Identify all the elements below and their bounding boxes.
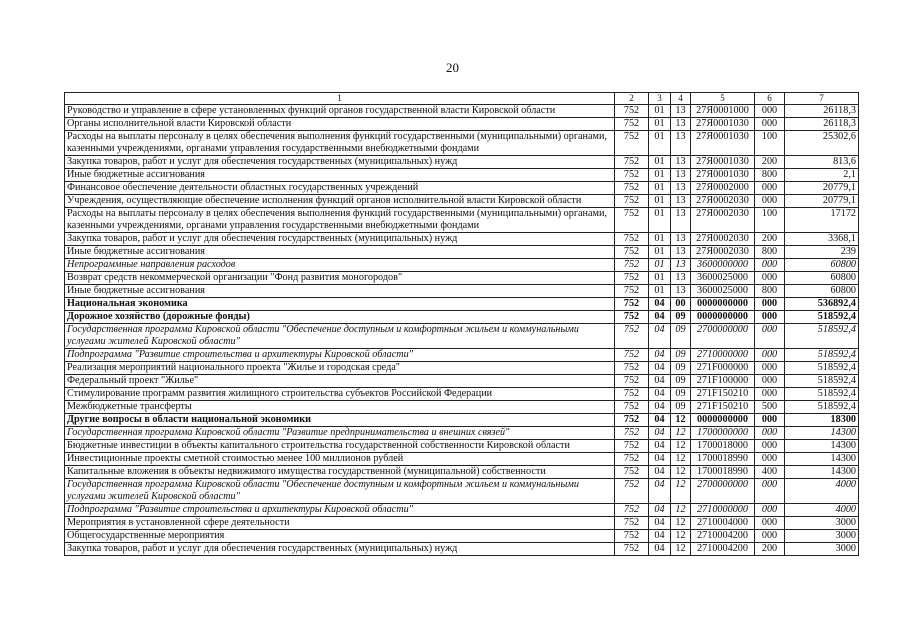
row-subsection-cell: 12 xyxy=(671,543,691,556)
row-section-cell: 01 xyxy=(649,233,671,246)
row-expense-type-cell: 000 xyxy=(755,195,785,208)
row-amount-cell: 518592,4 xyxy=(785,311,859,324)
row-expense-type-cell: 000 xyxy=(755,118,785,131)
row-ministry-code-cell: 752 xyxy=(615,401,649,414)
row-section-cell: 04 xyxy=(649,401,671,414)
row-subsection-cell: 09 xyxy=(671,375,691,388)
column-header: 4 xyxy=(671,93,691,105)
row-amount-cell: 60800 xyxy=(785,285,859,298)
row-target-article-cell: 27Я0002030 xyxy=(691,208,755,233)
table-row xyxy=(65,440,859,453)
row-target-article-cell: 2710004000 xyxy=(691,517,755,530)
row-section-cell: 04 xyxy=(649,414,671,427)
row-ministry-code-cell: 752 xyxy=(615,272,649,285)
row-name-cell: Общегосударственные мероприятия xyxy=(65,530,615,543)
row-expense-type-cell: 000 xyxy=(755,414,785,427)
row-target-article-cell: 0000000000 xyxy=(691,311,755,324)
row-section-cell: 01 xyxy=(649,259,671,272)
row-target-article-cell: 1700018000 xyxy=(691,440,755,453)
row-subsection-cell: 13 xyxy=(671,259,691,272)
row-target-article-cell: 27Я0001030 xyxy=(691,156,755,169)
row-ministry-code-cell: 752 xyxy=(615,233,649,246)
row-ministry-code-cell: 752 xyxy=(615,259,649,272)
row-expense-type-cell: 000 xyxy=(755,440,785,453)
row-subsection-cell: 13 xyxy=(671,118,691,131)
row-section-cell: 04 xyxy=(649,440,671,453)
row-name-cell: Органы исполнительной власти Кировской области xyxy=(65,118,615,131)
row-expense-type-cell: 000 xyxy=(755,311,785,324)
row-name-cell: Подпрограмма "Развитие строительства и архитектуры Кировской области" xyxy=(65,349,615,362)
row-ministry-code-cell: 752 xyxy=(615,543,649,556)
row-target-article-cell: 2710000000 xyxy=(691,349,755,362)
row-section-cell: 04 xyxy=(649,427,671,440)
row-subsection-cell: 09 xyxy=(671,388,691,401)
row-name-cell: Иные бюджетные ассигнования xyxy=(65,285,615,298)
row-name-cell: Закупка товаров, работ и услуг для обеспечения государственных (муниципальных) нужд xyxy=(65,233,615,246)
page-number: 20 xyxy=(446,60,459,75)
row-target-article-cell: 27Я0001000 xyxy=(691,105,755,118)
table-row xyxy=(65,504,859,517)
row-subsection-cell: 13 xyxy=(671,285,691,298)
row-subsection-cell: 09 xyxy=(671,349,691,362)
table-row xyxy=(65,479,859,504)
row-ministry-code-cell: 752 xyxy=(615,362,649,375)
row-ministry-code-cell: 752 xyxy=(615,195,649,208)
table-body xyxy=(65,105,859,556)
row-amount-cell: 60800 xyxy=(785,259,859,272)
row-ministry-code-cell: 752 xyxy=(615,105,649,118)
row-target-article-cell: 2710000000 xyxy=(691,504,755,517)
row-name-cell: Дорожное хозяйство (дорожные фонды) xyxy=(65,311,615,324)
row-expense-type-cell: 400 xyxy=(755,466,785,479)
row-section-cell: 04 xyxy=(649,530,671,543)
row-subsection-cell: 13 xyxy=(671,131,691,156)
row-expense-type-cell: 000 xyxy=(755,272,785,285)
table-row xyxy=(65,466,859,479)
row-expense-type-cell: 000 xyxy=(755,375,785,388)
row-ministry-code-cell: 752 xyxy=(615,156,649,169)
row-target-article-cell: 27Я0001030 xyxy=(691,131,755,156)
row-ministry-code-cell: 752 xyxy=(615,311,649,324)
row-ministry-code-cell: 752 xyxy=(615,440,649,453)
row-section-cell: 01 xyxy=(649,195,671,208)
row-amount-cell: 60800 xyxy=(785,272,859,285)
row-expense-type-cell: 800 xyxy=(755,285,785,298)
row-ministry-code-cell: 752 xyxy=(615,246,649,259)
column-number-row xyxy=(65,93,859,105)
row-target-article-cell: 3600025000 xyxy=(691,285,755,298)
row-amount-cell: 4000 xyxy=(785,504,859,517)
row-section-cell: 04 xyxy=(649,517,671,530)
row-section-cell: 04 xyxy=(649,504,671,517)
row-expense-type-cell: 000 xyxy=(755,349,785,362)
row-amount-cell: 518592,4 xyxy=(785,375,859,388)
row-section-cell: 01 xyxy=(649,156,671,169)
row-name-cell: Межбюджетные трансферты xyxy=(65,401,615,414)
row-expense-type-cell: 000 xyxy=(755,427,785,440)
table-row xyxy=(65,414,859,427)
table-row xyxy=(65,349,859,362)
row-name-cell: Учреждения, осуществляющие обеспечение исполнения функций органов исполнительной власти Кировской области xyxy=(65,195,615,208)
row-target-article-cell: 3600025000 xyxy=(691,272,755,285)
row-ministry-code-cell: 752 xyxy=(615,530,649,543)
row-expense-type-cell: 800 xyxy=(755,246,785,259)
row-name-cell: Возврат средств некоммерческой организации "Фонд развития моногородов" xyxy=(65,272,615,285)
row-subsection-cell: 13 xyxy=(671,105,691,118)
table-row xyxy=(65,427,859,440)
row-subsection-cell: 12 xyxy=(671,414,691,427)
row-amount-cell: 25302,6 xyxy=(785,131,859,156)
row-expense-type-cell: 000 xyxy=(755,182,785,195)
row-expense-type-cell: 000 xyxy=(755,388,785,401)
row-expense-type-cell: 000 xyxy=(755,259,785,272)
table-row xyxy=(65,233,859,246)
row-subsection-cell: 12 xyxy=(671,517,691,530)
row-subsection-cell: 12 xyxy=(671,479,691,504)
row-subsection-cell: 09 xyxy=(671,311,691,324)
row-subsection-cell: 00 xyxy=(671,298,691,311)
column-header: 7 xyxy=(785,93,859,105)
column-header: 5 xyxy=(691,93,755,105)
row-ministry-code-cell: 752 xyxy=(615,427,649,440)
table-row xyxy=(65,311,859,324)
row-expense-type-cell: 200 xyxy=(755,156,785,169)
row-expense-type-cell: 000 xyxy=(755,504,785,517)
row-subsection-cell: 13 xyxy=(671,182,691,195)
row-expense-type-cell: 100 xyxy=(755,208,785,233)
table-row xyxy=(65,169,859,182)
row-expense-type-cell: 000 xyxy=(755,298,785,311)
row-name-cell: Стимулирование программ развития жилищного строительства субъектов Российской Федерации xyxy=(65,388,615,401)
column-header: 2 xyxy=(615,93,649,105)
row-amount-cell: 813,6 xyxy=(785,156,859,169)
row-target-article-cell: 2710004200 xyxy=(691,543,755,556)
column-header: 6 xyxy=(755,93,785,105)
row-subsection-cell: 13 xyxy=(671,208,691,233)
table-row xyxy=(65,362,859,375)
table-row xyxy=(65,156,859,169)
row-amount-cell: 14300 xyxy=(785,466,859,479)
column-header: 3 xyxy=(649,93,671,105)
table-row xyxy=(65,388,859,401)
row-section-cell: 04 xyxy=(649,324,671,349)
row-name-cell: Инвестиционные проекты сметной стоимостью менее 100 миллионов рублей xyxy=(65,453,615,466)
row-section-cell: 01 xyxy=(649,182,671,195)
row-amount-cell: 3000 xyxy=(785,517,859,530)
row-amount-cell: 14300 xyxy=(785,427,859,440)
row-ministry-code-cell: 752 xyxy=(615,479,649,504)
table-row xyxy=(65,285,859,298)
row-subsection-cell: 09 xyxy=(671,324,691,349)
row-section-cell: 01 xyxy=(649,105,671,118)
row-subsection-cell: 12 xyxy=(671,427,691,440)
row-ministry-code-cell: 752 xyxy=(615,453,649,466)
row-section-cell: 04 xyxy=(649,453,671,466)
row-target-article-cell: 271F150210 xyxy=(691,401,755,414)
row-subsection-cell: 13 xyxy=(671,169,691,182)
row-subsection-cell: 12 xyxy=(671,453,691,466)
row-name-cell: Другие вопросы в области национальной экономики xyxy=(65,414,615,427)
row-target-article-cell: 0000000000 xyxy=(691,414,755,427)
row-subsection-cell: 13 xyxy=(671,272,691,285)
row-expense-type-cell: 500 xyxy=(755,401,785,414)
row-section-cell: 04 xyxy=(649,388,671,401)
row-subsection-cell: 09 xyxy=(671,362,691,375)
budget-table xyxy=(64,92,859,556)
row-amount-cell: 14300 xyxy=(785,453,859,466)
row-amount-cell: 4000 xyxy=(785,479,859,504)
table-row xyxy=(65,131,859,156)
table-row xyxy=(65,543,859,556)
row-name-cell: Мероприятия в установленной сфере деятельности xyxy=(65,517,615,530)
row-name-cell: Федеральный проект "Жилье" xyxy=(65,375,615,388)
row-section-cell: 01 xyxy=(649,118,671,131)
row-target-article-cell: 2700000000 xyxy=(691,479,755,504)
row-section-cell: 04 xyxy=(649,362,671,375)
row-expense-type-cell: 100 xyxy=(755,131,785,156)
row-ministry-code-cell: 752 xyxy=(615,349,649,362)
row-target-article-cell: 1700000000 xyxy=(691,427,755,440)
row-amount-cell: 239 xyxy=(785,246,859,259)
row-subsection-cell: 12 xyxy=(671,530,691,543)
row-subsection-cell: 12 xyxy=(671,440,691,453)
row-section-cell: 04 xyxy=(649,298,671,311)
row-name-cell: Закупка товаров, работ и услуг для обеспечения государственных (муниципальных) нужд xyxy=(65,156,615,169)
table-row xyxy=(65,272,859,285)
table-row xyxy=(65,530,859,543)
row-target-article-cell: 271F150210 xyxy=(691,388,755,401)
row-name-cell: Расходы на выплаты персоналу в целях обеспечения выполнения функций государственными (муниципальными) органами, казенными учреждениями, органами управления государственными внебюджетными фондами xyxy=(65,208,615,233)
row-amount-cell: 26118,3 xyxy=(785,105,859,118)
row-ministry-code-cell: 752 xyxy=(615,118,649,131)
row-section-cell: 01 xyxy=(649,272,671,285)
table-row xyxy=(65,208,859,233)
row-target-article-cell: 27Я0001030 xyxy=(691,118,755,131)
row-subsection-cell: 12 xyxy=(671,504,691,517)
row-ministry-code-cell: 752 xyxy=(615,131,649,156)
row-target-article-cell: 2710004200 xyxy=(691,530,755,543)
table-row xyxy=(65,246,859,259)
row-amount-cell: 17172 xyxy=(785,208,859,233)
row-expense-type-cell: 800 xyxy=(755,169,785,182)
row-name-cell: Закупка товаров, работ и услуг для обеспечения государственных (муниципальных) нужд xyxy=(65,543,615,556)
table-row xyxy=(65,105,859,118)
row-amount-cell: 518592,4 xyxy=(785,388,859,401)
row-expense-type-cell: 000 xyxy=(755,453,785,466)
row-section-cell: 01 xyxy=(649,246,671,259)
row-name-cell: Иные бюджетные ассигнования xyxy=(65,246,615,259)
table-row xyxy=(65,195,859,208)
row-amount-cell: 518592,4 xyxy=(785,362,859,375)
row-expense-type-cell: 000 xyxy=(755,479,785,504)
row-section-cell: 04 xyxy=(649,349,671,362)
row-amount-cell: 3368,1 xyxy=(785,233,859,246)
row-section-cell: 01 xyxy=(649,169,671,182)
row-ministry-code-cell: 752 xyxy=(615,208,649,233)
row-target-article-cell: 271F100000 xyxy=(691,375,755,388)
row-section-cell: 01 xyxy=(649,285,671,298)
row-amount-cell: 518592,4 xyxy=(785,349,859,362)
row-section-cell: 04 xyxy=(649,375,671,388)
row-amount-cell: 2,1 xyxy=(785,169,859,182)
row-amount-cell: 3000 xyxy=(785,543,859,556)
row-expense-type-cell: 000 xyxy=(755,324,785,349)
row-name-cell: Государственная программа Кировской области "Развитие предпринимательства и внешних связей" xyxy=(65,427,615,440)
row-amount-cell: 3000 xyxy=(785,530,859,543)
row-expense-type-cell: 000 xyxy=(755,105,785,118)
row-name-cell: Руководство и управление в сфере установленных функций органов государственной власти Кировской области xyxy=(65,105,615,118)
row-name-cell: Бюджетные инвестиции в объекты капитального строительства государственной собственности Кировской области xyxy=(65,440,615,453)
row-subsection-cell: 13 xyxy=(671,246,691,259)
row-target-article-cell: 1700018990 xyxy=(691,453,755,466)
table-row xyxy=(65,517,859,530)
table-row xyxy=(65,324,859,349)
table-row xyxy=(65,259,859,272)
row-name-cell: Государственная программа Кировской области "Обеспечение доступным и комфортным жильем и коммунальными услугами жителей Кировской области" xyxy=(65,479,615,504)
row-amount-cell: 518592,4 xyxy=(785,401,859,414)
row-ministry-code-cell: 752 xyxy=(615,375,649,388)
row-ministry-code-cell: 752 xyxy=(615,466,649,479)
table-row xyxy=(65,375,859,388)
row-target-article-cell: 3600000000 xyxy=(691,259,755,272)
row-target-article-cell: 27Я0002030 xyxy=(691,246,755,259)
row-name-cell: Финансовое обеспечение деятельности областных государственных учреждений xyxy=(65,182,615,195)
row-subsection-cell: 12 xyxy=(671,466,691,479)
row-name-cell: Расходы на выплаты персоналу в целях обеспечения выполнения функций государственными (муниципальными) органами, казенными учреждениями, органами управления государственными внебюджетными фондами xyxy=(65,131,615,156)
row-subsection-cell: 09 xyxy=(671,401,691,414)
row-subsection-cell: 13 xyxy=(671,195,691,208)
row-name-cell: Национальная экономика xyxy=(65,298,615,311)
row-amount-cell: 18300 xyxy=(785,414,859,427)
row-section-cell: 04 xyxy=(649,479,671,504)
row-expense-type-cell: 200 xyxy=(755,543,785,556)
row-ministry-code-cell: 752 xyxy=(615,285,649,298)
row-ministry-code-cell: 752 xyxy=(615,517,649,530)
table-row xyxy=(65,118,859,131)
row-section-cell: 04 xyxy=(649,311,671,324)
row-expense-type-cell: 200 xyxy=(755,233,785,246)
row-target-article-cell: 1700018990 xyxy=(691,466,755,479)
row-expense-type-cell: 000 xyxy=(755,517,785,530)
row-ministry-code-cell: 752 xyxy=(615,504,649,517)
row-target-article-cell: 271F000000 xyxy=(691,362,755,375)
row-amount-cell: 518592,4 xyxy=(785,324,859,349)
row-expense-type-cell: 000 xyxy=(755,362,785,375)
row-name-cell: Капитальные вложения в объекты недвижимого имущества государственной (муниципальной) собственности xyxy=(65,466,615,479)
row-expense-type-cell: 000 xyxy=(755,530,785,543)
row-ministry-code-cell: 752 xyxy=(615,324,649,349)
row-subsection-cell: 13 xyxy=(671,156,691,169)
row-name-cell: Непрограммные направления расходов xyxy=(65,259,615,272)
row-target-article-cell: 27Я0001030 xyxy=(691,169,755,182)
row-ministry-code-cell: 752 xyxy=(615,182,649,195)
row-target-article-cell: 27Я0002000 xyxy=(691,182,755,195)
row-target-article-cell: 27Я0002030 xyxy=(691,195,755,208)
row-amount-cell: 14300 xyxy=(785,440,859,453)
row-target-article-cell: 0000000000 xyxy=(691,298,755,311)
row-subsection-cell: 13 xyxy=(671,233,691,246)
row-name-cell: Государственная программа Кировской области "Обеспечение доступным и комфортным жильем и коммунальными услугами жителей Кировской области" xyxy=(65,324,615,349)
row-ministry-code-cell: 752 xyxy=(615,298,649,311)
table-row xyxy=(65,298,859,311)
row-section-cell: 01 xyxy=(649,208,671,233)
row-amount-cell: 20779,1 xyxy=(785,182,859,195)
row-target-article-cell: 2700000000 xyxy=(691,324,755,349)
table-row xyxy=(65,453,859,466)
row-amount-cell: 536892,4 xyxy=(785,298,859,311)
row-ministry-code-cell: 752 xyxy=(615,388,649,401)
row-amount-cell: 26118,3 xyxy=(785,118,859,131)
row-ministry-code-cell: 752 xyxy=(615,414,649,427)
row-section-cell: 04 xyxy=(649,466,671,479)
table-row xyxy=(65,182,859,195)
row-name-cell: Реализация мероприятий национального проекта "Жилье и городская среда" xyxy=(65,362,615,375)
row-target-article-cell: 27Я0002030 xyxy=(691,233,755,246)
row-name-cell: Иные бюджетные ассигнования xyxy=(65,169,615,182)
row-ministry-code-cell: 752 xyxy=(615,169,649,182)
table-row xyxy=(65,401,859,414)
row-amount-cell: 20779,1 xyxy=(785,195,859,208)
row-name-cell: Подпрограмма "Развитие строительства и архитектуры Кировской области" xyxy=(65,504,615,517)
row-section-cell: 04 xyxy=(649,543,671,556)
column-header: 1 xyxy=(65,93,615,105)
row-section-cell: 01 xyxy=(649,131,671,156)
